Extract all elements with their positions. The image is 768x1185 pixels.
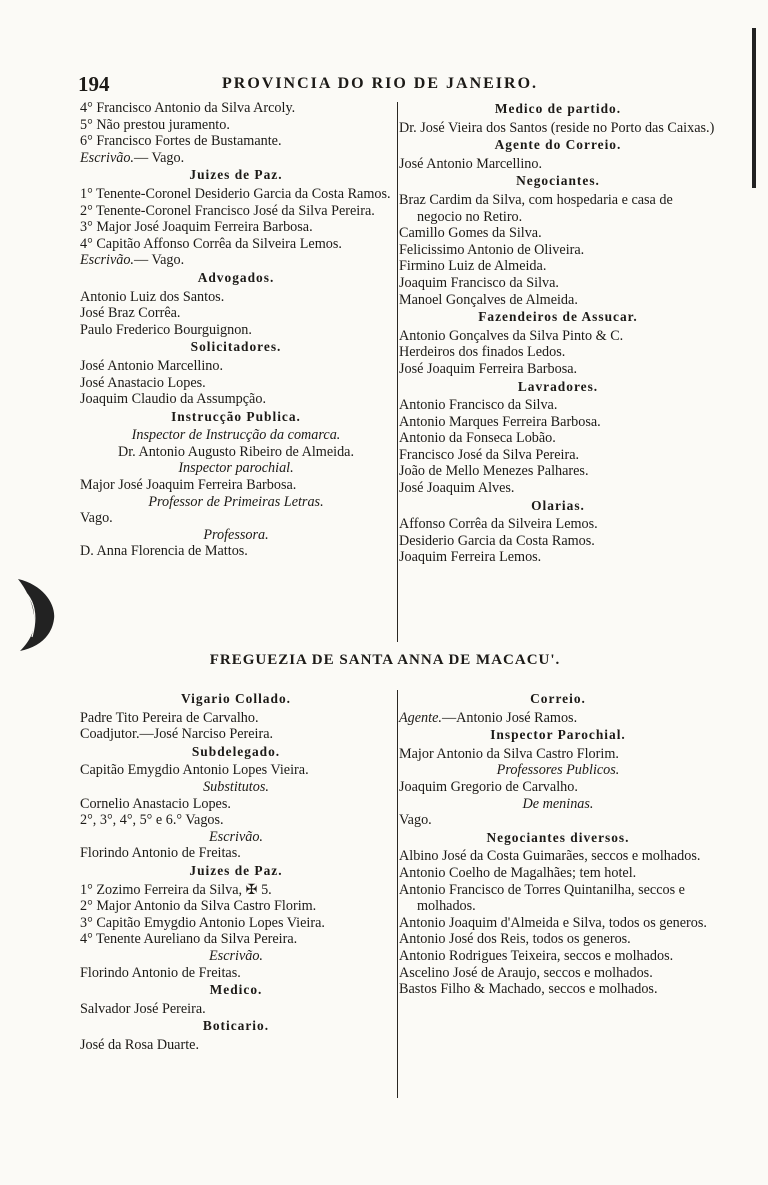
entry-line: Major José Joaquim Ferreira Barbosa. [80, 477, 297, 494]
entry-line: Ascelino José de Araujo, seccos e molhados. [399, 964, 653, 981]
entry-line: Desiderio Garcia da Costa Ramos. [399, 532, 595, 549]
entry-line: Antonio Coelho de Magalhães; tem hotel. [399, 864, 637, 881]
section-heading: Correio. [530, 691, 586, 706]
entry-line: José da Rosa Duarte. [80, 1036, 199, 1053]
entry-line: José Joaquim Ferreira Barbosa. [399, 360, 578, 377]
section-heading: Agente do Correio. [494, 137, 622, 153]
entry-line: Affonso Corrêa da Silveira Lemos. [399, 516, 598, 533]
entry-line: 2°, 3°, 4°, 5° e 6.° Vagos. [80, 812, 224, 829]
italic-subheading: De meninas. [522, 795, 594, 812]
section-title: FREGUEZIA DE SANTA ANNA DE MACACU'. [209, 652, 561, 668]
column-divider-bottom [397, 690, 398, 1098]
entry-line: 5° Não prestou juramento. [80, 116, 230, 133]
entry-text: —Antonio José Ramos. [441, 709, 578, 726]
entry-label: Escrivão. [80, 252, 134, 269]
entry-line [399, 710, 717, 727]
entry-line: João de Mello Menezes Palhares. [399, 463, 589, 480]
entry-line: Coadjutor.—José Narciso Pereira. [80, 726, 274, 743]
column-divider-top [397, 102, 398, 642]
entry-line: Antonio Rodrigues Teixeira, seccos e molhados. [399, 947, 674, 964]
entry-line: 3° Capitão Emygdio Antonio Lopes Vieira. [80, 914, 325, 931]
section-heading: Olarias. [531, 497, 585, 513]
entry-line: Florindo Antonio de Freitas. [80, 964, 241, 981]
entry-line: 4° Tenente Aureliano da Silva Pereira. [80, 931, 298, 948]
entry-line: José Antonio Marcellino. [399, 155, 543, 172]
entry-line: Salvador José Pereira. [80, 1000, 206, 1017]
entry-line: Antonio Francisco da Silva. [399, 397, 558, 414]
entry-line: José Anastacio Lopes. [80, 374, 206, 391]
section-heading: Lavradores. [517, 378, 599, 394]
entry-line: 3° Major José Joaquim Ferreira Barbosa. [80, 219, 313, 236]
entry-line: Vago. [80, 510, 113, 527]
italic-subheading: Professor de Primeiras Letras. [148, 493, 324, 510]
column-top-left [80, 100, 392, 560]
section-heading: Fazendeiros de Assucar. [478, 309, 638, 325]
entry-line: 2° Tenente-Coronel Francisco José da Silva Pereira. [80, 202, 375, 219]
entry-line: Florindo Antonio de Freitas. [80, 845, 241, 862]
entry-line: Joaquim Francisco da Silva. [399, 274, 559, 291]
italic-subheading: Professora. [203, 526, 269, 543]
entry-line [80, 252, 392, 269]
entry-line: Antonio Marques Ferreira Barbosa. [399, 413, 601, 430]
entry-line: Antonio José dos Reis, todos os generos. [399, 931, 631, 948]
entry-line: Dr. José Vieira dos Santos (reside no Porto das Caixas.) [399, 119, 715, 136]
entry-line: Antonio Luiz dos Santos. [80, 288, 225, 305]
entry-line [80, 150, 392, 167]
entry-line: Paulo Frederico Bourguignon. [80, 321, 252, 338]
italic-subheading: Substitutos. [203, 778, 269, 795]
section-heading: Juizes de Paz. [189, 862, 283, 878]
entry-line: 1° Tenente-Coronel Desiderio Garcia da Costa Ramos. [80, 185, 391, 202]
section-heading: Boticario. [202, 1018, 270, 1034]
entry-line: Joaquim Gregorio de Carvalho. [399, 778, 578, 795]
entry-line: Felicissimo Antonio de Oliveira. [399, 241, 585, 258]
entry-line: 2° Major Antonio da Silva Castro Florim. [80, 898, 317, 915]
section-heading: Negociantes. [516, 173, 600, 189]
entry-line: Antonio Joaquim d'Almeida e Silva, todos os generos. [399, 914, 707, 931]
italic-subheading: Inspector parochial. [178, 460, 294, 477]
entry-line: José Joaquim Alves. [399, 480, 515, 497]
column-top-right [399, 100, 717, 566]
entry-line: Vago. [399, 812, 432, 829]
entry-line: 6° Francisco Fortes de Bustamante. [80, 133, 282, 150]
section-heading: Medico de partido. [494, 101, 622, 116]
entry-line: Padre Tito Pereira de Carvalho. [80, 709, 259, 726]
section-heading: Vigario Collado. [181, 691, 291, 706]
page-number: 194 [78, 72, 110, 96]
italic-subheading: Professores Publicos. [496, 762, 620, 779]
entry-label: Agente. [399, 709, 442, 726]
section-heading: Subdelegado. [191, 743, 281, 759]
running-title: PROVINCIA DO RIO DE JANEIRO. [222, 75, 539, 92]
section-heading: Advogados. [197, 269, 275, 285]
entry-line: Capitão Emygdio Antonio Lopes Vieira. [80, 762, 309, 779]
entry-line: Dr. Antonio Augusto Ribeiro de Almeida. [117, 443, 355, 460]
italic-subheading: Inspector de Instrucção da comarca. [131, 427, 341, 444]
entry-line: D. Anna Florencia de Mattos. [80, 543, 248, 560]
entry-line: Camillo Gomes da Silva. [399, 225, 542, 242]
entry-line: 4° Capitão Affonso Corrêa da Silveira Lemos. [80, 235, 342, 252]
entry-line: Manoel Gonçalves de Almeida. [399, 291, 578, 308]
section-heading: Solicitadores. [190, 339, 282, 355]
section-heading: Juizes de Paz. [189, 167, 283, 183]
entry-line: José Braz Corrêa. [80, 305, 181, 322]
section-heading: Negociantes diversos. [486, 829, 630, 845]
entry-line: José Antonio Marcellino. [80, 357, 224, 374]
entry-line: Braz Cardim da Silva, com hospedaria e casa de negocio no Retiro. [399, 191, 673, 225]
entry-line: Joaquim Ferreira Lemos. [399, 549, 542, 566]
ornament-icon [14, 575, 58, 655]
entry-text: — Vago. [133, 149, 185, 166]
entry-label: Escrivão. [80, 149, 134, 166]
entry-line: Antonio da Fonseca Lobão. [399, 430, 556, 447]
entry-line: Bastos Filho & Machado, seccos e molhados. [399, 981, 658, 998]
italic-subheading: Escrivão. [209, 947, 263, 964]
entry-line: Firmino Luiz de Almeida. [399, 258, 547, 275]
page-header [78, 72, 608, 96]
italic-subheading: Escrivão. [209, 828, 263, 845]
entry-line: Antonio Francisco de Torres Quintanilha, seccos e molhados. [399, 881, 685, 915]
column-bottom-right [399, 690, 717, 998]
entry-line: Francisco José da Silva Pereira. [399, 446, 580, 463]
entry-line: Herdeiros dos finados Ledos. [399, 344, 566, 361]
section-heading: Inspector Parochial. [490, 727, 626, 743]
entry-line: Joaquim Claudio da Assumpção. [80, 391, 266, 408]
entry-line: Antonio Gonçalves da Silva Pinto & C. [399, 327, 624, 344]
section-heading: Instrucção Publica. [171, 408, 301, 424]
entry-line: 1° Zozimo Ferreira da Silva, ✠ 5. [80, 881, 272, 898]
column-bottom-left [80, 690, 392, 1053]
section-heading: Medico. [209, 982, 263, 998]
binding-edge-mark [752, 28, 756, 188]
entry-text: — Vago. [133, 252, 185, 269]
entry-line: Major Antonio da Silva Castro Florim. [399, 745, 619, 762]
entry-line: Cornelio Anastacio Lopes. [80, 795, 231, 812]
entry-line: 4° Francisco Antonio da Silva Arcoly. [80, 100, 296, 116]
entry-line: Albino José da Costa Guimarães, seccos e molhados. [399, 848, 701, 865]
